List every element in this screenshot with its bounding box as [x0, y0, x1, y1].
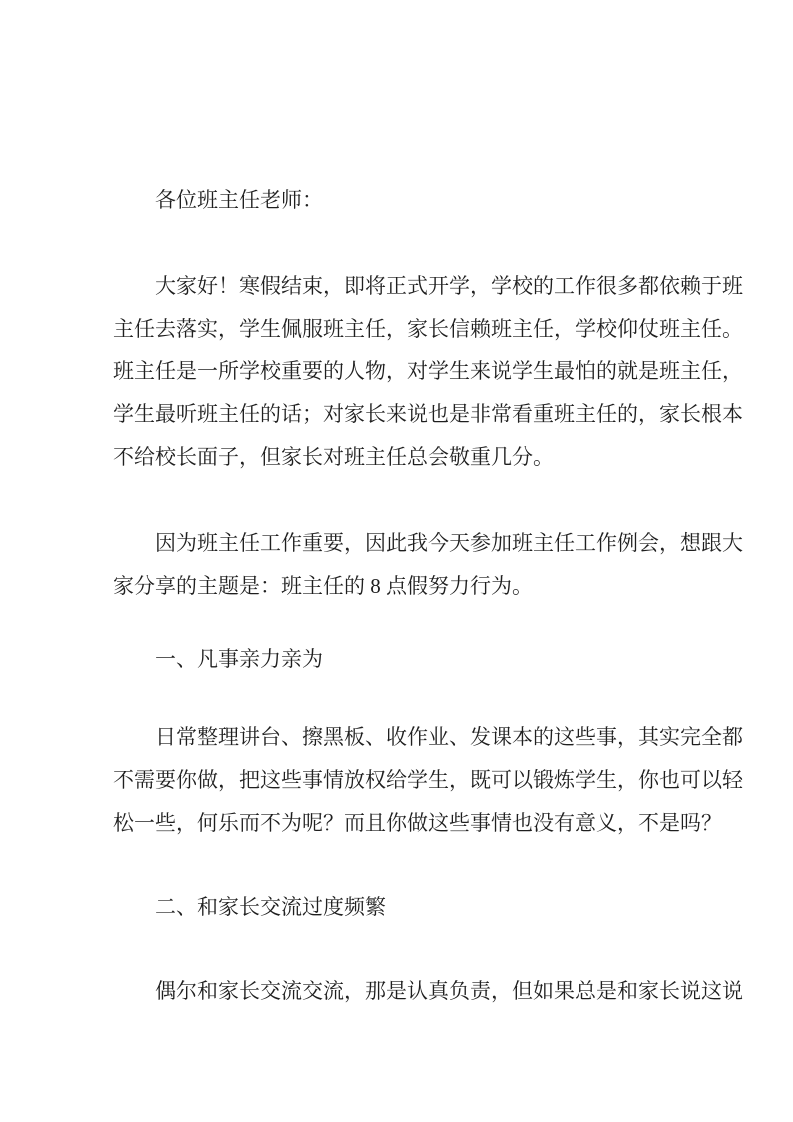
paragraph-section-1-body	[113, 716, 743, 844]
text-line: 班主任是一所学校重要的人物，对学生来说学生最怕的就是班主任，	[113, 359, 743, 384]
text-line: 因为班主任工作重要，因此我今天参加班主任工作例会，想跟大	[155, 530, 743, 555]
heading-section-1	[113, 638, 691, 681]
text-line: 各位班主任老师：	[155, 188, 323, 212]
heading-line: 一、凡事亲力亲为	[155, 647, 323, 672]
paragraph-section-2-body	[113, 970, 743, 1013]
text-line: 松一些，何乐而不为呢？而且你做这些事情也没有意义，不是吗？	[113, 810, 722, 835]
document-body	[113, 179, 743, 1013]
text-line: 不给校长面子，但家长对班主任总会敬重几分。	[113, 444, 554, 469]
paragraph-topic	[113, 522, 743, 608]
heading-line: 二、和家长交流过度频繁	[155, 894, 386, 919]
text-line: 大家好！寒假结束，即将正式开学，学校的工作很多都依赖于班	[155, 273, 743, 298]
text-line: 家分享的主题是：班主任的 8 点假努力行为。	[113, 573, 533, 598]
text-line: 偶尔和家长交流交流，那是认真负责，但如果总是和家长说这说	[155, 979, 743, 1004]
paragraph-salutation	[113, 179, 691, 222]
heading-section-2	[113, 886, 691, 929]
text-line: 不需要你做，把这些事情放权给学生，既可以锻炼学生，你也可以轻	[113, 767, 743, 792]
text-line: 日常整理讲台、擦黑板、收作业、发课本的这些事，其实完全都	[155, 725, 743, 750]
text-line: 学生最听班主任的话；对家长来说也是非常看重班主任的，家长根本	[113, 402, 743, 427]
text-line: 主任去落实，学生佩服班主任，家长信赖班主任，学校仰仗班主任。	[113, 316, 743, 341]
paragraph-intro	[113, 265, 743, 479]
